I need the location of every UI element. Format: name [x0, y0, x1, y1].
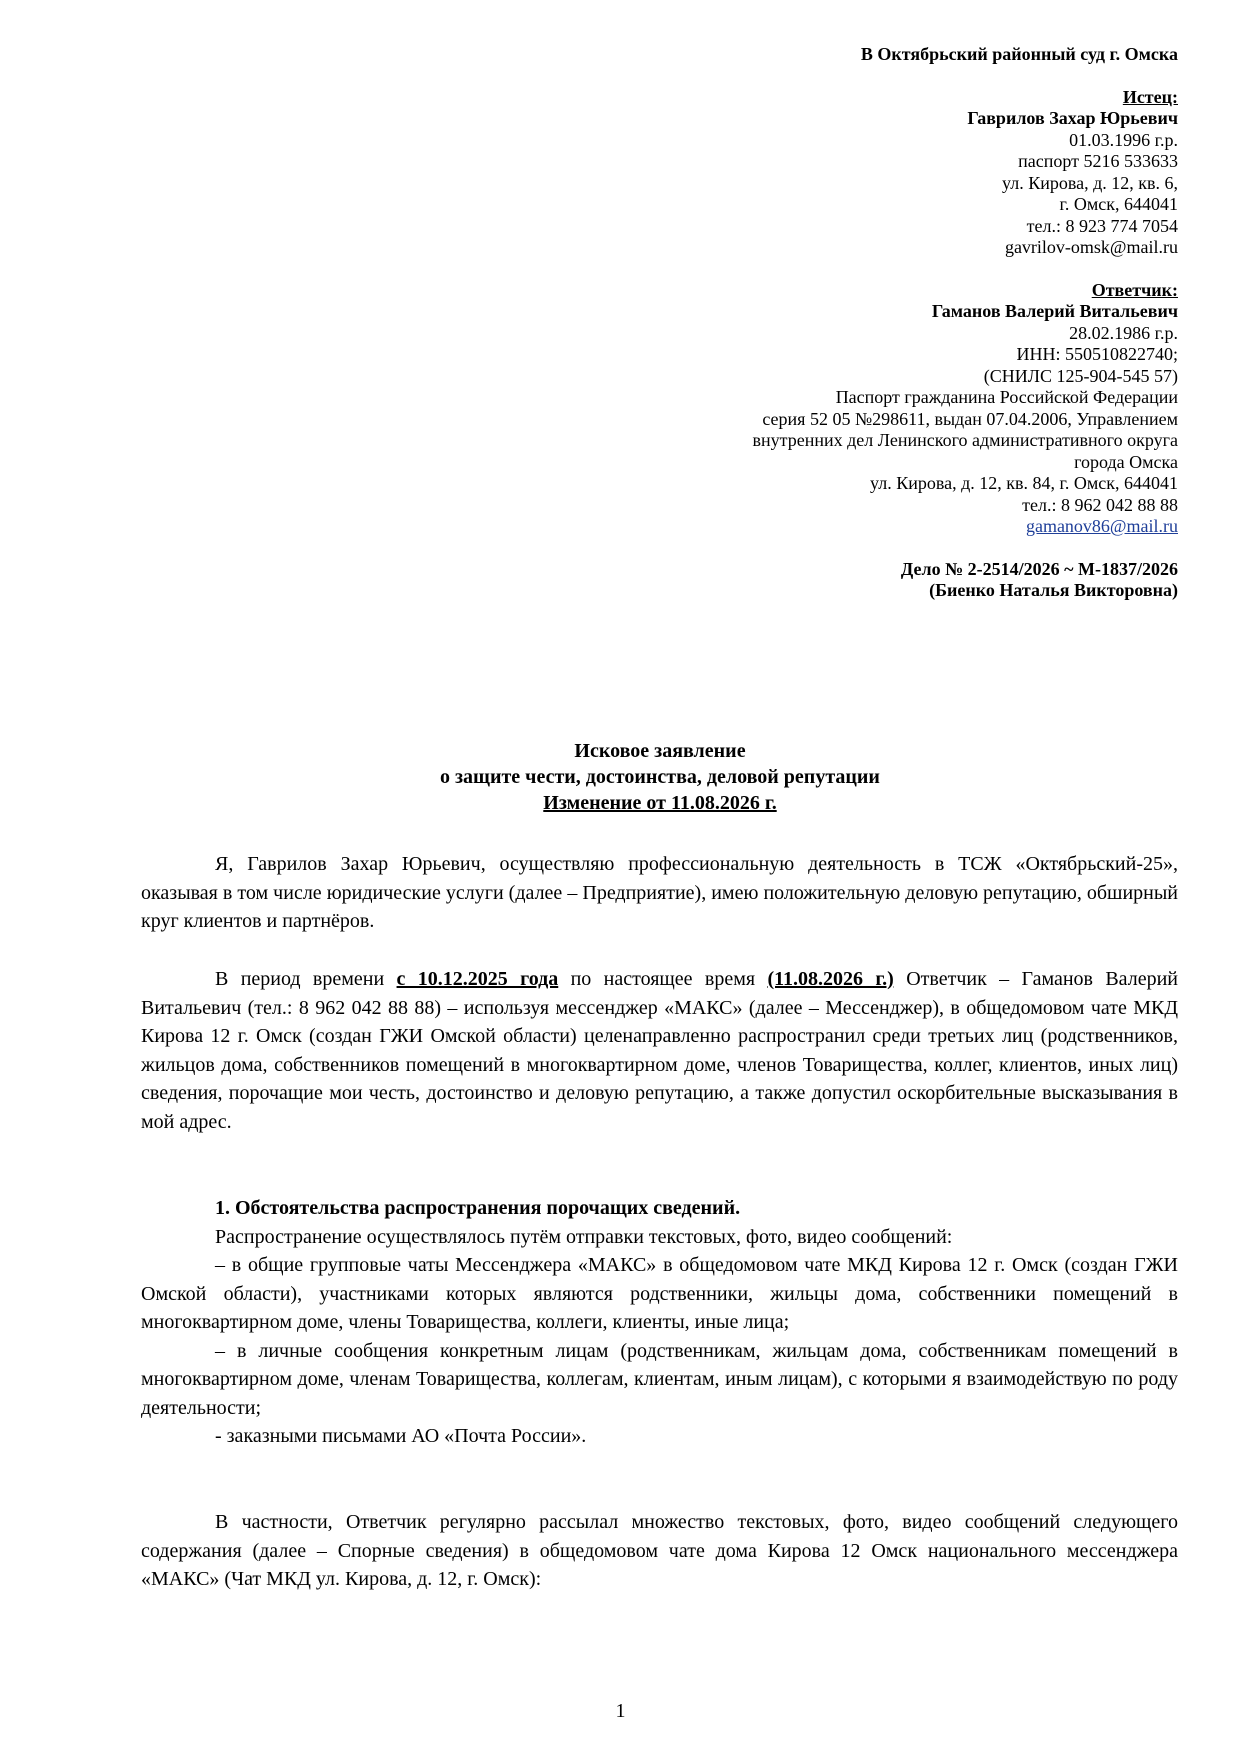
period-paragraph-block — [141, 965, 1178, 1136]
period-paragraph — [141, 965, 1178, 1136]
defendant-detail: Паспорт гражданина Российской Федерации — [835, 387, 1178, 407]
page-number: 1 — [615, 1700, 626, 1722]
text-run: по настоящее время — [558, 968, 768, 990]
addressee-block — [600, 44, 1178, 602]
intro-paragraph: Я, Гаврилов Захар Юрьевич, осуществляю профессиональную деятельность в ТСЖ «Октябрьский-25», оказывая в том числе юридические услуги (далее – Предприятие), имею положительную деловую репутацию, обширный круг клиентов и партнёров. — [141, 853, 1178, 932]
plaintiff-detail: тел.: 8 923 774 7054 — [1026, 215, 1178, 236]
defendant-email-link[interactable]: gamanov86@mail.ru — [1025, 516, 1178, 536]
document-title — [140, 738, 1180, 816]
title-subject: о защите чести, достоинства, деловой репутации — [440, 766, 880, 788]
defendant-detail: города Омска — [1074, 451, 1178, 472]
defendant-detail: ул. Кирова, д. 12, кв. 84, г. Омск, 644041 — [870, 473, 1178, 493]
list-item: – в общие групповые чаты Мессенджера «МАКС» в общедомовом чате МКД Кирова 12 г. Омск (создан ГЖИ Омской области), участниками которых являются родственники, жильцы дома, собственники помещений в многоквартирном доме, члены Товарищества, коллеги, клиенты, иные лица; — [141, 1254, 1178, 1333]
section-intro: Распространение осуществлялось путём отправки текстовых, фото, видео сообщений: — [215, 1225, 953, 1248]
plaintiff-detail: ул. Кирова, д. 12, кв. 6, — [1002, 172, 1178, 193]
title-amendment: Изменение от 11.08.2026 г. — [543, 792, 777, 814]
judge-name: (Биенко Наталья Викторовна) — [929, 580, 1178, 600]
section-heading: 1. Обстоятельства распространения порочащих сведений. — [215, 1197, 741, 1219]
defendant-detail: (СНИЛС 125-904-545 57) — [983, 365, 1178, 386]
text-run: В период времени — [215, 968, 397, 990]
plaintiff-name: Гаврилов Захар Юрьевич — [967, 108, 1178, 128]
plaintiff-label: Истец: — [1122, 86, 1178, 107]
plaintiff-detail: г. Омск, 644041 — [1059, 194, 1178, 214]
section-1 — [141, 1194, 1178, 1451]
list-item: – в личные сообщения конкретным лицам (родственникам, жильцам дома, собственникам помещений в многоквартирном доме, членам Товарищества, коллегам, клиентам, иным лицам), с которыми я взаимодействую по роду деятельности; — [141, 1339, 1178, 1419]
details-paragraph-block — [141, 1508, 1178, 1594]
details-paragraph: В частности, Ответчик регулярно рассылал множество текстовых, фото, видео сообщений следующего содержания (далее – Спорные сведения) в общедомовом чате дома Кирова 12 Омск национального мессенджера «МАКС» (Чат МКД ул. Кирова, д. 12, г. Омск): — [141, 1511, 1178, 1590]
period-end-date: (11.08.2026 г.) — [767, 968, 894, 990]
intro-paragraph-block — [141, 850, 1178, 936]
plaintiff-email: gavrilov-omsk@mail.ru — [1004, 237, 1178, 257]
text-run: Ответчик – Гаманов Валерий Витальевич (тел.: 8 962 042 88 88) – используя мессенджер «МАКС» (далее – Мессенджер), в общедомовом чате МКД Кирова 12 г. Омск (создан ГЖИ Омской области) целенаправленно распространил среди третьих лиц (родственников, жильцов дома, собственников помещений в многоквартирном доме, членов Товарищества, коллег, клиентов, иных лиц) сведения, порочащие мои честь, достоинство и деловую репутацию, а также допустил оскорбительные высказывания в мой адрес. — [141, 968, 1178, 1133]
list-item: - заказными письмами АО «Почта России». — [215, 1425, 587, 1447]
plaintiff-detail: паспорт 5216 533633 — [1018, 151, 1178, 171]
defendant-detail: серия 52 05 №298611, выдан 07.04.2006, Управлением — [762, 408, 1178, 429]
defendant-label: Ответчик: — [1091, 279, 1178, 300]
defendant-detail: внутренних дел Ленинского административного округа — [752, 430, 1178, 450]
defendant-detail: 28.02.1986 г.р. — [1069, 322, 1178, 343]
defendant-detail: тел.: 8 962 042 88 88 — [1022, 494, 1178, 515]
defendant-name: Гаманов Валерий Витальевич — [931, 301, 1178, 321]
plaintiff-detail: 01.03.1996 г.р. — [1069, 129, 1178, 150]
case-number: Дело № 2-2514/2026 ~ М-1837/2026 — [900, 558, 1178, 579]
period-start-date: с 10.12.2025 года — [396, 968, 559, 990]
defendant-detail: ИНН: 550510822740; — [1016, 344, 1178, 364]
title-line: Исковое заявление — [574, 740, 746, 762]
court-name: В Октябрьский районный суд г. Омска — [860, 44, 1178, 64]
